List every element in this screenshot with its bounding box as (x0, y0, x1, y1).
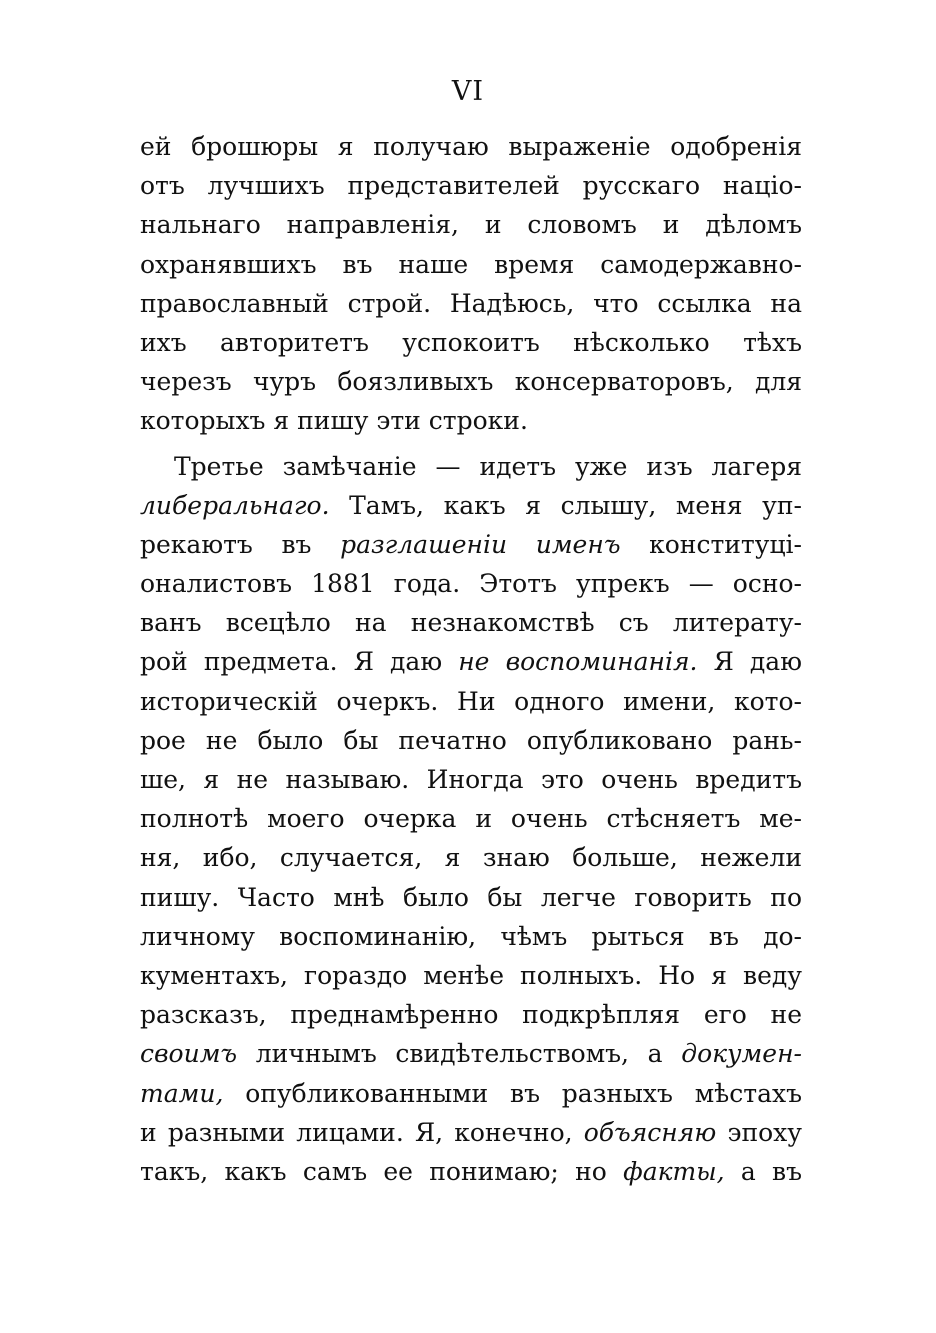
text-line: православный строй. Надѣюсь, что ссылка на (140, 288, 802, 318)
text-span: конституці- (620, 529, 802, 559)
text-span: а въ (724, 1156, 803, 1186)
text-line: личному воспоминанію, чѣмъ рыться въ до- (140, 921, 802, 951)
body-text (140, 127, 802, 1191)
text-line: отъ лучшихъ представителей русскаго націо- (140, 171, 802, 201)
italic-text: не воспоминанія. (458, 647, 698, 677)
text-line (140, 642, 802, 681)
text-line: оналистовъ 1881 года. Этотъ упрекъ — осно- (140, 569, 802, 599)
italic-text: факты, (623, 1156, 725, 1186)
text-span: Тамъ, какъ я слышу, меня уп- (329, 490, 802, 520)
text-line: черезъ чуръ боязливыхъ консерваторовъ, для (140, 367, 802, 397)
text-line: полнотѣ моего очерка и очень стѣсняетъ ме- (140, 804, 802, 834)
text-line (140, 1034, 802, 1073)
text-line: ше, я не называю. Иногда это очень вредитъ (140, 765, 802, 794)
text-line (140, 1074, 802, 1113)
text-line: разсказъ, преднамѣренно подкрѣпляя его не (140, 1000, 802, 1030)
italic-text: докумен- (681, 1039, 802, 1069)
text-span: рекаютъ въ (140, 529, 341, 559)
text-span: эпоху (716, 1117, 802, 1147)
text-line: рое не было бы печатно опубликовано рань- (140, 725, 802, 755)
italic-text: либеральнаго. (140, 490, 330, 520)
text-line (140, 525, 802, 564)
text-line: ихъ авторитетъ успокоитъ нѣсколько тѣхъ (140, 327, 802, 357)
text-span: опубликованными въ разныхъ мѣстахъ (223, 1078, 802, 1108)
text-line: пишу. Часто мнѣ было бы легче говорить по (140, 882, 802, 912)
text-line: ванъ всецѣло на незнакомствѣ съ литерату- (140, 608, 802, 638)
text-line: историческій очеркъ. Ни одного имени, кото- (140, 686, 802, 716)
text-line (140, 486, 802, 525)
text-span: такъ, какъ самъ ее понимаю; но (140, 1156, 624, 1186)
italic-text: разглашеніи именъ (340, 529, 621, 559)
text-line (140, 1152, 802, 1191)
text-span: рой предмета. Я даю (140, 647, 459, 677)
page-number: VI (451, 76, 485, 107)
text-span: Я даю (697, 647, 802, 677)
text-line: ей брошюры я получаю выраженіе одобренія (140, 132, 802, 161)
text-line (140, 1113, 802, 1152)
text-line: ня, ибо, случается, я знаю больше, нежели (140, 843, 802, 873)
text-line: нальнаго направленія, и словомъ и дѣломъ (140, 210, 802, 240)
text-line: которыхъ я пишу эти строки. (140, 406, 528, 436)
italic-text: тами, (140, 1078, 224, 1108)
text-line: Третье замѣчаніе — идетъ уже изъ лагеря (174, 451, 802, 481)
text-line: охранявшихъ въ наше время самодержавно- (140, 249, 802, 279)
italic-text: своимъ (140, 1039, 238, 1069)
italic-text: объясняю (583, 1117, 717, 1147)
text-span: и разными лицами. Я, конечно, (140, 1117, 584, 1147)
text-span: личнымъ свидѣтельствомъ, а (237, 1039, 682, 1069)
text-line: кументахъ, гораздо менѣе полныхъ. Но я веду (140, 960, 802, 990)
